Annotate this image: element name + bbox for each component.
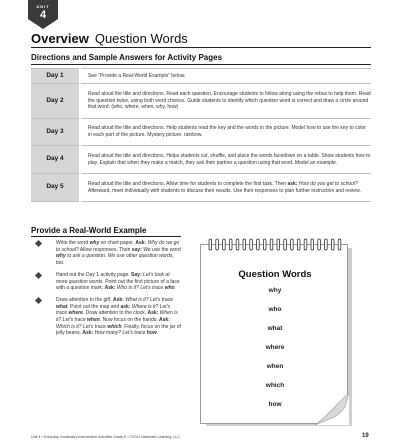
spiral-ring	[311, 239, 314, 250]
ask-label: ask:	[287, 180, 298, 187]
spiral-ring	[209, 239, 212, 250]
spiral-ring	[216, 239, 219, 250]
text-run: Finally, focus on the jar of jelly beans.	[56, 323, 181, 337]
day-description: Read aloud the title and directions. Read each question. Encourage students to follow along using the rebus to help them. Read the question twice, using both word choices. Guide students to identify which question word is correct and draw a circle around that word. (who, where, when, why, how)	[80, 84, 371, 119]
day-text: Afterward, meet individually with students to discuss their results. Use their responses to plan further instruction and review.	[88, 187, 361, 194]
text-run: When is it? Let’s trace	[56, 310, 178, 324]
unit-label: UNIT	[36, 4, 50, 9]
title-rule	[31, 47, 371, 48]
directions-heading: Directions and Sample Answers for Activity Pages	[31, 53, 223, 62]
directions-rule	[31, 64, 371, 65]
text-run: Why do we go to school?	[56, 240, 180, 253]
spiral-ring	[291, 239, 294, 250]
text-run: Who is it? Let’s trace	[115, 285, 165, 292]
text-run: .	[121, 323, 123, 330]
spiral-ring	[229, 239, 232, 250]
day-description: Read aloud the title and directions. Help students read the key and the words in the picture. Model how to use the key to color in each part of the picture. Mystery picture: rainbow.	[80, 119, 371, 146]
table-row	[31, 146, 371, 174]
day-description: Read aloud the title and directions. Helps students cut, shuffle, and place the words facedown on a table. Show students how to play. Explain that when they make a match, they ask their partner a question using that word. Model an example.	[80, 146, 371, 174]
example-rule	[31, 236, 181, 237]
page-title-sub: Question Words	[94, 31, 188, 46]
notepad-word: which	[265, 382, 285, 389]
bullet-list	[31, 240, 181, 342]
text-run: Ask:	[82, 330, 94, 337]
spiral-ring	[318, 239, 321, 250]
text-run: We use the word	[141, 246, 181, 253]
text-run: Which is it? Let’s trace	[56, 323, 108, 330]
day-description	[80, 174, 371, 202]
notepad-word: what	[267, 325, 283, 332]
text-run: Where is it? Let’s trace	[56, 303, 171, 317]
list-item	[31, 297, 181, 337]
unit-number: 4	[39, 9, 47, 21]
page-title	[31, 31, 188, 46]
notepad-word: how	[268, 401, 282, 408]
text-run: why	[89, 240, 100, 246]
spiral-ring	[270, 239, 273, 250]
spiral-ring	[304, 239, 307, 250]
text-run: Draw attention to the clock.	[84, 310, 148, 317]
diamond-bullet-icon	[35, 297, 42, 304]
day-label: Day 3	[31, 119, 80, 146]
text-run: when	[87, 317, 100, 324]
text-run: why	[56, 253, 66, 260]
table-row	[31, 84, 371, 119]
spiral-ring	[331, 239, 334, 250]
text-run: .	[82, 310, 85, 317]
question-text: How do you get to school?	[297, 180, 358, 187]
diamond-bullet-icon	[35, 240, 42, 247]
text-run: Point out the first picture of a face with a question mark.	[56, 278, 180, 292]
text-run: .	[174, 285, 176, 292]
day-text: Read aloud the title and directions. Allow time for students to complete the first task. Then	[88, 180, 288, 187]
text-run: .	[156, 330, 159, 337]
text-run: to ask a question. We use other question words, too.	[56, 253, 174, 267]
text-run: say:	[131, 246, 142, 253]
text-run: Hand out the Day 1 activity page.	[56, 271, 132, 278]
spiral-ring	[297, 239, 300, 250]
text-run: how	[146, 330, 157, 337]
table-row	[31, 69, 371, 84]
text-run: Let’s look at more question words.	[56, 271, 170, 285]
day-label: Day 1	[31, 69, 80, 84]
example-heading: Provide a Real-World Example	[31, 226, 147, 235]
spiral-ring	[223, 239, 226, 250]
text-run: .	[99, 317, 102, 324]
text-run: .	[67, 303, 69, 310]
spiral-ring	[277, 239, 280, 250]
bullet-text	[56, 272, 180, 291]
list-item	[31, 240, 181, 267]
notepad-paper	[200, 244, 348, 424]
spiral-ring	[284, 239, 287, 250]
text-run: what	[56, 303, 68, 310]
spiral-ring	[243, 239, 246, 250]
text-run: Ask:	[112, 296, 124, 303]
page-number: 19	[362, 433, 369, 439]
notepad-title: Question Words	[238, 269, 312, 280]
bullet-text	[56, 240, 181, 266]
text-run: ask:	[120, 303, 131, 310]
spiral-ring	[236, 239, 239, 250]
day-description: See “Provide a Real-World Example” below.	[80, 69, 371, 84]
day-label: Day 5	[31, 174, 80, 202]
table-row	[31, 119, 371, 146]
footer-copyright: Unit 4 • Everyday Vocabulary Intervention Activities Grade K • ©2011 Newmark Learning, LLC	[31, 435, 180, 439]
table-row	[31, 174, 371, 202]
day-label: Day 4	[31, 146, 80, 174]
text-run: where	[68, 310, 83, 317]
text-run: who	[164, 285, 175, 292]
text-run: Ask:	[104, 285, 116, 292]
text-run: Ask:	[147, 310, 159, 317]
diamond-bullet-icon	[35, 272, 42, 279]
text-run: What is it? Let’s trace	[123, 296, 173, 303]
text-run: on chart paper.	[99, 240, 136, 246]
unit-tab	[28, 0, 58, 30]
notepad-word: when	[266, 363, 284, 370]
text-run: Point out the map and	[68, 303, 121, 310]
spiral-binding-icon	[206, 238, 344, 252]
day-label: Day 2	[31, 84, 80, 119]
text-run: Draw attention to the gift.	[56, 296, 113, 303]
spiral-ring	[257, 239, 260, 250]
text-run: Ask:	[135, 240, 147, 246]
spiral-ring	[338, 239, 341, 250]
bullet-text	[56, 297, 181, 337]
text-run: Allow responses. Then	[78, 246, 132, 253]
spiral-ring	[325, 239, 328, 250]
text-run: Now focus on the hands.	[101, 317, 160, 324]
notepad-word: where	[265, 344, 285, 351]
text-run: Say:	[131, 271, 142, 278]
text-run: How many? Let’s trace	[93, 330, 147, 337]
page-curl-icon	[315, 393, 349, 425]
text-run: which	[107, 323, 122, 330]
days-table	[31, 68, 371, 202]
text-run: Write the word	[56, 240, 90, 246]
spiral-ring	[250, 239, 253, 250]
text-run: Ask:	[159, 317, 170, 324]
page-title-main: Overview	[31, 31, 89, 46]
notepad-word: why	[268, 287, 282, 294]
notepad-word: who	[268, 306, 282, 313]
notepad-illustration	[200, 238, 355, 430]
list-item	[31, 272, 181, 292]
spiral-ring	[263, 239, 266, 250]
